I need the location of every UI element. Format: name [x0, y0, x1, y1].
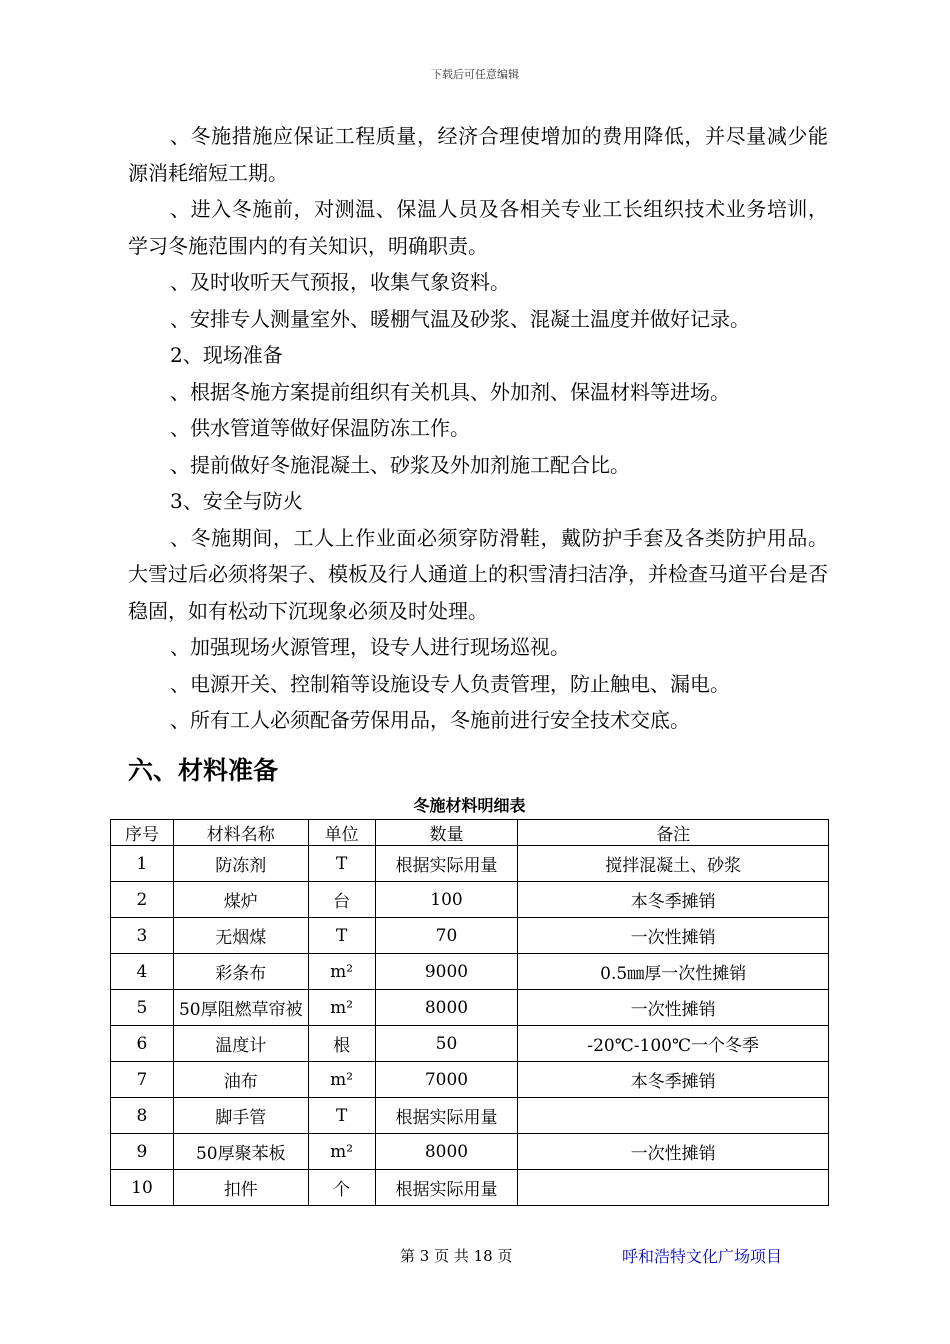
- cell-note: 一次性摊销: [518, 990, 829, 1026]
- cell-name: 防冻剂: [173, 846, 308, 882]
- cell-note: [518, 1170, 829, 1206]
- cell-unit: 台: [308, 882, 375, 918]
- cell-quantity: 8000: [375, 990, 518, 1026]
- column-header-unit: 单位: [308, 820, 375, 846]
- cell-unit: T: [308, 846, 375, 882]
- project-name: 呼和浩特文化广场项目: [622, 1247, 783, 1266]
- paragraph: 、冬施措施应保证工程质量，经济合理使增加的费用降低，并尽量减少能源消耗缩短工期。: [128, 124, 828, 185]
- table-row: [111, 1134, 829, 1170]
- cell-unit: m²: [308, 954, 375, 990]
- cell-name: 扣件: [173, 1170, 308, 1206]
- download-note: 下载后可任意编辑: [431, 68, 519, 81]
- cell-unit: m²: [308, 1134, 375, 1170]
- cell-quantity: 9000: [375, 954, 518, 990]
- cell-index: 4: [111, 954, 174, 990]
- section-heading: 六、材料准备: [128, 756, 279, 785]
- column-header-name: 材料名称: [173, 820, 308, 846]
- paragraph: 、冬施期间，工人上作业面必须穿防滑鞋，戴防护手套及各类防护用品。大雪过后必须将架子、模板及行人通道上的积雪清扫洁净，并检查马道平台是否稳固，如有松动下沉现象必须及时处理。: [128, 525, 828, 623]
- cell-quantity: 7000: [375, 1062, 518, 1098]
- cell-note: 0.5㎜厚一次性摊销: [518, 954, 829, 990]
- cell-note: 一次性摊销: [518, 918, 829, 954]
- cell-unit: m²: [308, 1062, 375, 1098]
- paragraph: 、所有工人必须配备劳保用品，冬施前进行安全技术交底。: [170, 708, 690, 732]
- cell-note: 本冬季摊销: [518, 882, 829, 918]
- paragraph: 、安排专人测量室外、暖棚气温及砂浆、混凝土温度并做好记录。: [170, 306, 750, 331]
- table-header-row: [111, 820, 829, 846]
- cell-unit: 个: [308, 1170, 375, 1206]
- column-header-note: 备注: [518, 820, 829, 846]
- cell-quantity: 根据实际用量: [375, 1170, 518, 1206]
- materials-table: [110, 819, 829, 1206]
- table-row: [111, 846, 829, 882]
- cell-quantity: 70: [375, 918, 518, 954]
- column-header-index: 序号: [111, 820, 174, 846]
- cell-name: 煤炉: [173, 882, 308, 918]
- table-row: [111, 1170, 829, 1206]
- cell-index: 2: [111, 882, 174, 918]
- cell-quantity: 8000: [375, 1134, 518, 1170]
- table-row: [111, 1026, 829, 1062]
- cell-note: 搅拌混凝土、砂浆: [518, 846, 829, 882]
- cell-note: 本冬季摊销: [518, 1062, 829, 1098]
- paragraph: 、进入冬施前，对测温、保温人员及各相关专业工长组织技术业务培训，学习冬施范围内的有关知识，明确职责。: [128, 197, 828, 258]
- table-title: 冬施材料明细表: [413, 796, 526, 815]
- table-row: [111, 954, 829, 990]
- table-row: [111, 1062, 829, 1098]
- paragraph: 、加强现场火源管理，设专人进行现场巡视。: [170, 635, 570, 659]
- cell-quantity: 50: [375, 1026, 518, 1062]
- cell-unit: 根: [308, 1026, 375, 1062]
- cell-index: 6: [111, 1026, 174, 1062]
- cell-note: -20℃-100℃一个冬季: [518, 1026, 829, 1062]
- cell-index: 8: [111, 1098, 174, 1134]
- cell-index: 9: [111, 1134, 174, 1170]
- cell-index: 5: [111, 990, 174, 1026]
- cell-note: 一次性摊销: [518, 1134, 829, 1170]
- paragraph: 、及时收听天气预报，收集气象资料。: [170, 270, 510, 294]
- paragraph: 、根据冬施方案提前组织有关机具、外加剂、保温材料等进场。: [170, 379, 730, 404]
- cell-unit: T: [308, 1098, 375, 1134]
- table-row: [111, 990, 829, 1026]
- cell-name: 50厚聚苯板: [173, 1134, 308, 1170]
- table-row: [111, 1098, 829, 1134]
- paragraph: 、电源开关、控制箱等设施设专人负责管理，防止触电、漏电。: [170, 671, 730, 696]
- subsection-heading: 3、安全与防火: [170, 489, 303, 513]
- cell-name: 50厚阻燃草帘被: [173, 990, 308, 1026]
- cell-index: 7: [111, 1062, 174, 1098]
- cell-name: 温度计: [173, 1026, 308, 1062]
- table-row: [111, 882, 829, 918]
- cell-quantity: 根据实际用量: [375, 846, 518, 882]
- cell-name: 彩条布: [173, 954, 308, 990]
- subsection-heading: 2、现场准备: [170, 343, 283, 367]
- cell-name: 无烟煤: [173, 918, 308, 954]
- paragraph: 、供水管道等做好保温防冻工作。: [170, 416, 470, 440]
- cell-name: 脚手管: [173, 1098, 308, 1134]
- column-header-quantity: 数量: [375, 820, 518, 846]
- document-body: [128, 118, 828, 739]
- cell-name: 油布: [173, 1062, 308, 1098]
- cell-unit: T: [308, 918, 375, 954]
- cell-index: 1: [111, 846, 174, 882]
- cell-quantity: 根据实际用量: [375, 1098, 518, 1134]
- cell-note: [518, 1098, 829, 1134]
- cell-index: 10: [111, 1170, 174, 1206]
- table-row: [111, 918, 829, 954]
- cell-quantity: 100: [375, 882, 518, 918]
- paragraph: 、提前做好冬施混凝土、砂浆及外加剂施工配合比。: [170, 452, 630, 477]
- cell-unit: m²: [308, 990, 375, 1026]
- cell-index: 3: [111, 918, 174, 954]
- page-number: 第 3 页 共 18 页: [400, 1247, 513, 1265]
